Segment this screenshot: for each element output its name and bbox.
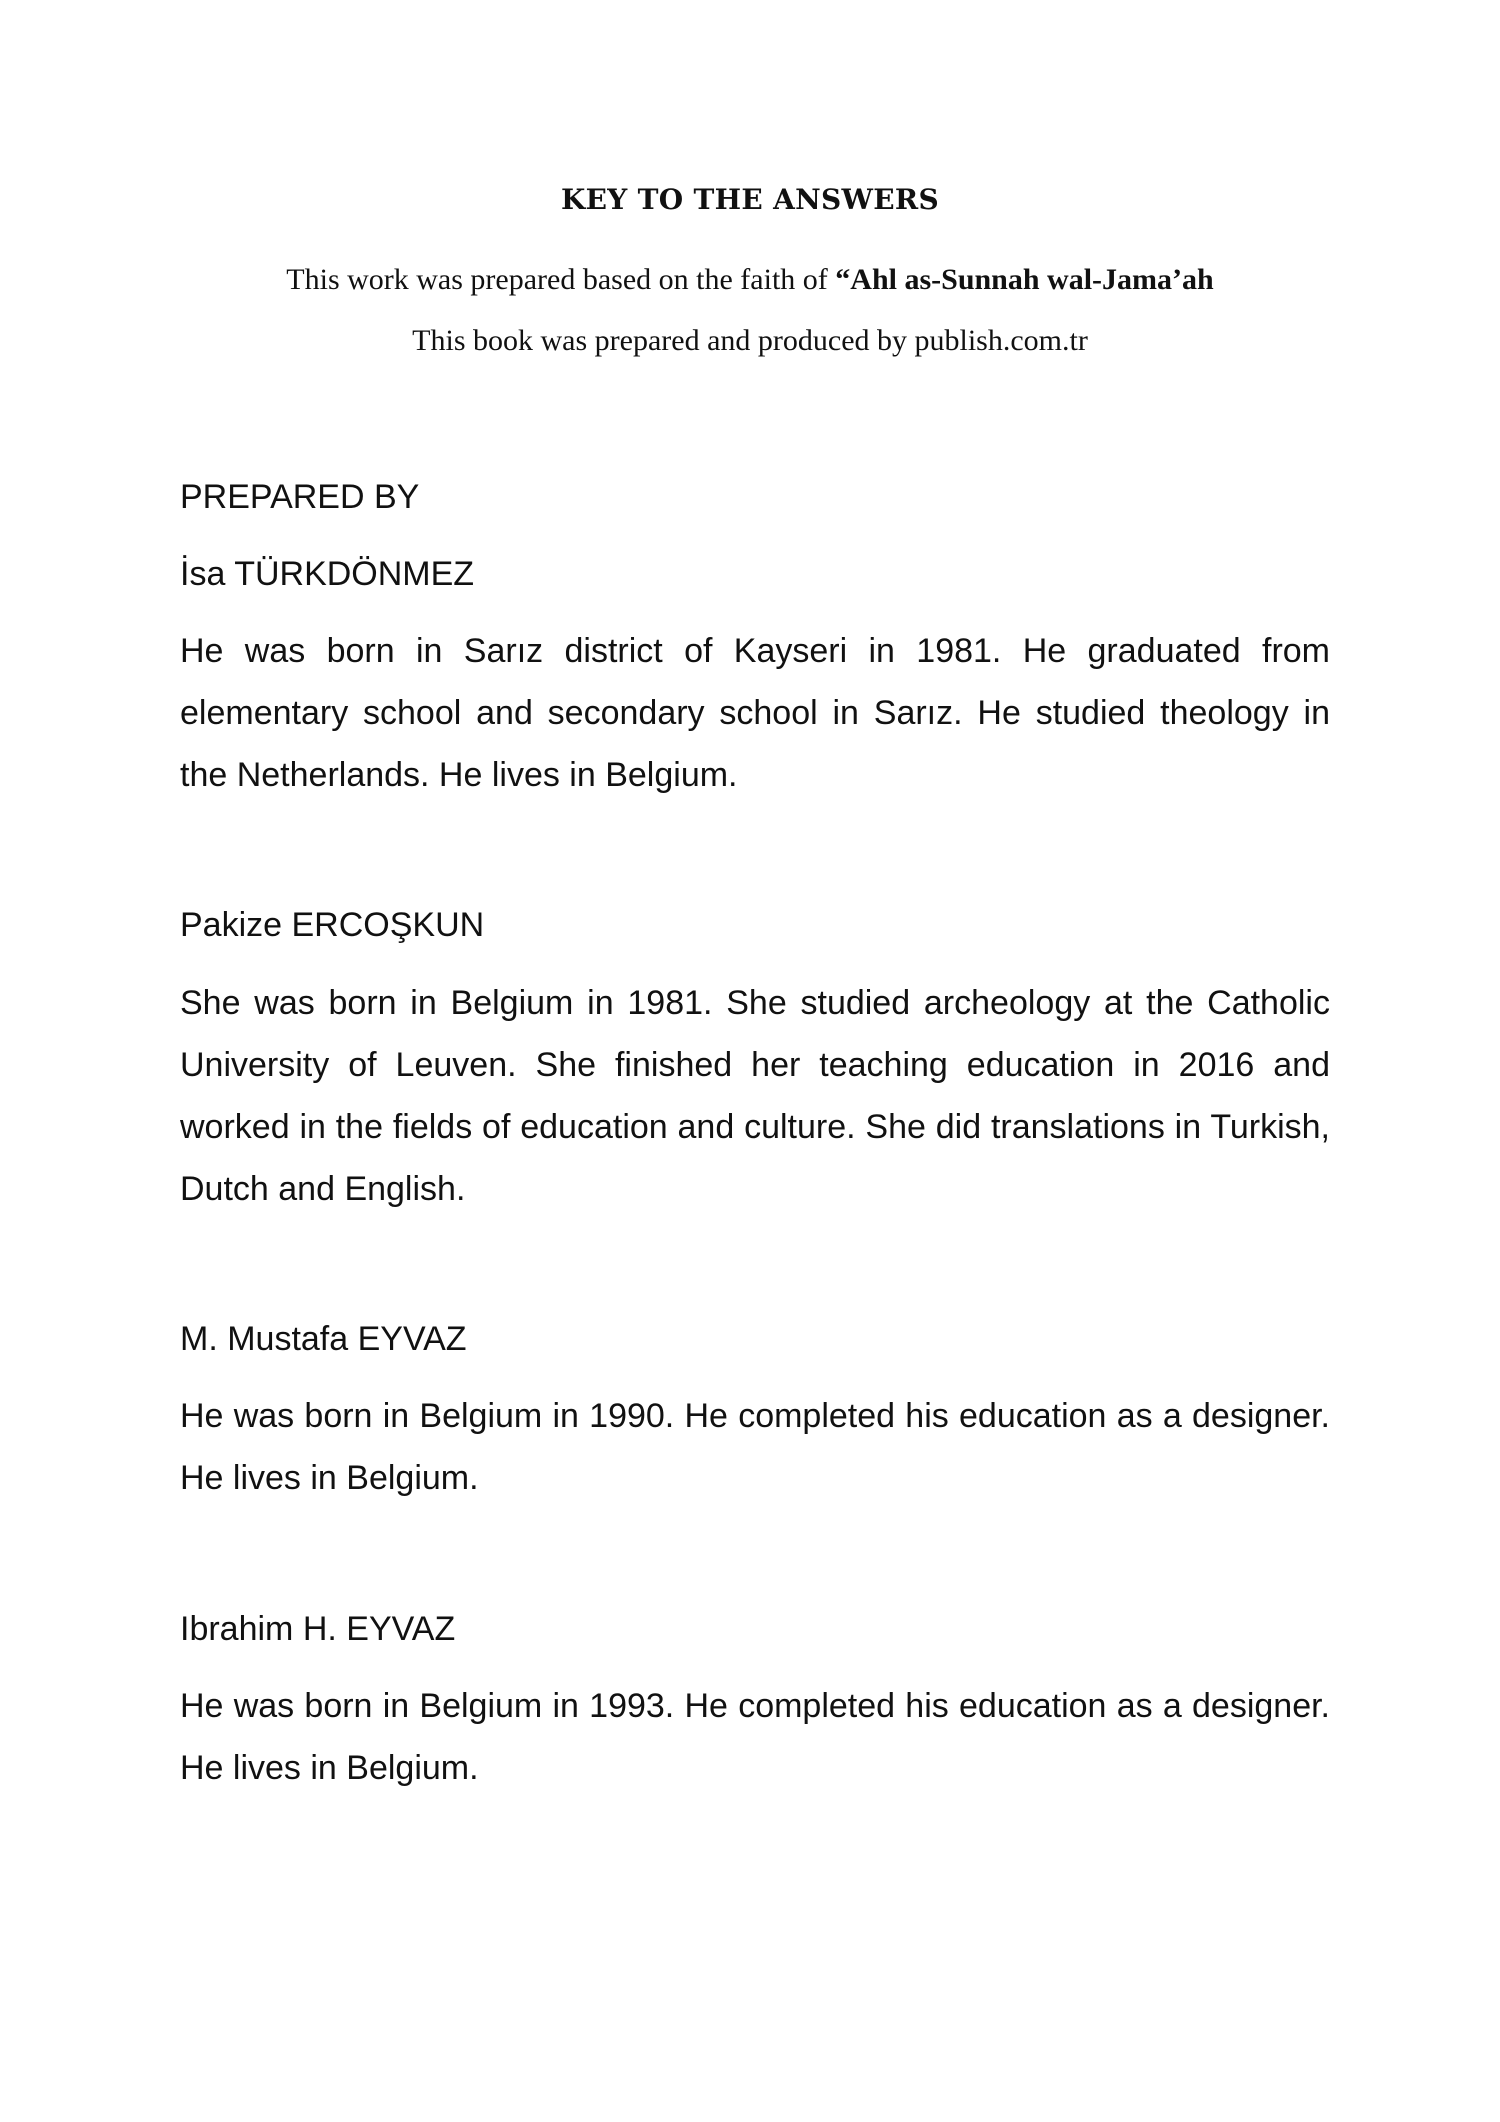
author-name-2: Pakize ERCOŞKUN xyxy=(180,906,485,944)
author-bio-2: She was born in Belgium in 1981. She studied archeology at the Catholic University of Leuven. She finished her teaching education in 2016 and worked in the fields of education and culture. She did translations in Turkish, Dutch and English. xyxy=(180,984,1330,1208)
faith-statement xyxy=(0,263,1500,297)
prepared-by-heading: PREPARED BY xyxy=(180,478,420,516)
faith-name: “Ahl as-Sunnah wal-Jama’ah xyxy=(835,263,1214,296)
author-bio-3: He was born in Belgium in 1990. He completed his education as a designer. He lives in Belgium. xyxy=(180,1397,1330,1497)
document-title: KEY TO THE ANSWERS xyxy=(561,183,939,216)
faith-statement-prefix: This work was prepared based on the faith of xyxy=(286,263,836,296)
author-name-1: İsa TÜRKDÖNMEZ xyxy=(180,555,475,593)
author-name-4: Ibrahim H. EYVAZ xyxy=(180,1610,456,1648)
produced-by-statement: This book was prepared and produced by publish.com.tr xyxy=(412,324,1088,357)
author-bio-4: He was born in Belgium in 1993. He completed his education as a designer. He lives in Belgium. xyxy=(180,1687,1330,1787)
author-name-3: M. Mustafa EYVAZ xyxy=(180,1320,467,1358)
author-bio-1: He was born in Sarız district of Kayseri in 1981. He graduated from elementary school and secondary school in Sarız. He studied theology in the Netherlands. He lives in Belgium. xyxy=(180,632,1330,794)
